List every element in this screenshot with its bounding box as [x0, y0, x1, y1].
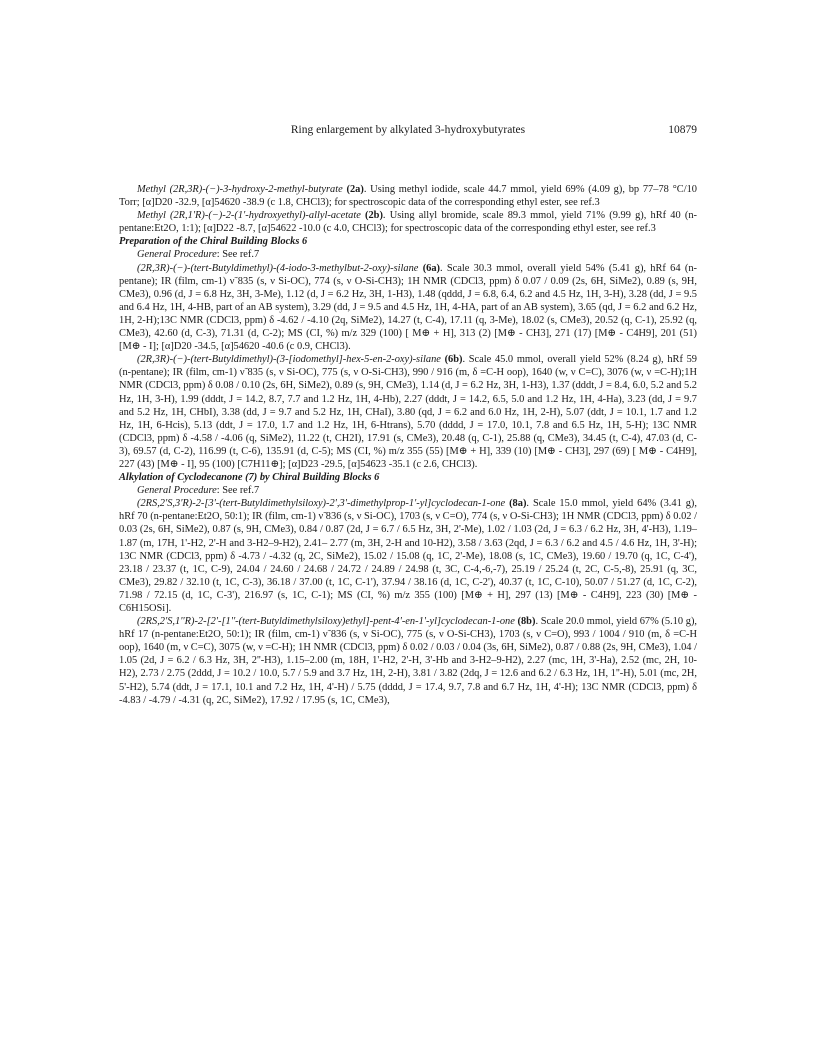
compound-name: (2R,3R)-(−)-(tert-Butyldimethyl)-(3-[iodomethyl]-hex-5-en-2-oxy)-silane — [137, 354, 441, 366]
compound-label: (8b) — [517, 616, 536, 628]
compound-text: . Scale 20.0 mmol, yield 67% (5.10 g), hRf 17 (n-pentane:Et2O, 50:1); IR (film, cm-1) ν̃ 836 (s, ν Si-OC), 775 (s, ν O-Si-CH3), 1703 (s, ν C=O), 993 / 1004 / 910 (m, δ =C-H oop), 1640 (m, ν C=C), 3075 (w, ν =C-H); 1H NMR (CDCl3, ppm) δ 0.02 / 0.03 / 0.04 (3s, 6H, SiMe2), 0.87 / 0.88 (2s, 9H, CMe3), 1.04 / 1.05 (2d, J = 6.2 / 6.3 Hz, 3H, 2''-H3), 1.15–2.00 (m, 18H, 1'-H2, 2'-H, 3'-Hb and 3-H2–9-H2), 2.27 (mc, 1H, 3'-Ha), 2.52 (mc, 2H, 10-H2), 2.73 / 2.75 (2ddd, J = 10.2 / 10.0, 5.7 / 5.9 and 3.7 Hz, 1H, 2-H), 3.81 / 3.82 (2dq, J = 12.6 and 6.2 / 6.3 Hz, 1H, 1''-H), 5.01 (mc, 2H, 5'-H2), 5.74 (ddt, J = 17.1, 10.1 and 7.2 Hz, 1H, 4'-H) / 5.75 (dddd, J = 17.4, 9.7, 7.8 and 6.7 Hz, 1H, 4'-H); 13C NMR (CDCl3, ppm) δ -4.83 / -4.79 / -4.31 (q, 2C, SiMe2), 17.92 / 17.95 (s, 1C, CMe3), — [119, 616, 698, 706]
compound-name: (2R,3R)-(−)-(tert-Butyldimethyl)-(4-iodo-3-methylbut-2-oxy)-silane — [137, 262, 419, 274]
compound-text: . Scale 30.3 mmol, overall yield 54% (5.41 g), hRf 64 (n-pentane); IR (film, cm-1) ν̃ 835 (s, ν Si-OC), 774 (s, ν O-Si-CH3); 1H NMR (CDCl3, ppm) δ 0.07 / 0.09 (2s, 6H, SiMe2), 0.89 (s, 9H, CMe3), 0.96 (d, J = 6.8 Hz, 3H, 3-Me), 1.12 (d, J = 6.2 Hz, 3H, 1-H3), 1.48 (qddd, J = 6.8, 6.4, 6.2 and 4.5 Hz, 1H, 3-H), 3.28 (dd, J = 9.5 and 6.4 Hz, 1H, 4-HB, part of an AB system), 3.29 (dd, J = 9.5 and 4.5 Hz, 1H, 4-HA, part of an AB system), 3.65 (qd, J = 6.2 and 6.2 Hz, 1H, 2-H);13C NMR (CDCl3, ppm) δ -4.62 / -4.10 (2q, SiMe2), 14.27 (t, C-4), 17.11 (q, 3-Me), 18.02 (s, CMe3), 20.52 (q, C-1), 25.92 (q, CMe3), 42.60 (d, C-3), 71.31 (d, C-2); MS (CI, %) m/z 329 (100) [ M⊕ + H], 313 (2) [M⊕ - CH3], 271 (17) [M⊕ - C4H9], 201 (51) [M⊕ - I]; [α]D20 -34.5, [α]54620 -40.6 (c 0.9, CHCl3). — [119, 262, 697, 353]
compound-text: . Scale 45.0 mmol, overall yield 52% (8.24 g), hRf 59 (n-pentane); IR (film, cm-1) ν̃ 835 (s, ν Si-OC), 775 (s, ν O-Si-CH3), 990 / 916 (m, δ =C-H oop), 1640 (w, ν C=C), 3076 (w, ν =C-H);1H NMR (CDCl3, ppm) δ 0.08 / 0.10 (2s, 6H, SiMe2), 0.89 (s, 9H, CMe3), 1.14 (d, J = 6.2 Hz, 3H, 1-H3), 1.37 (dddt, J = 8.4, 6.0, 5.2 and 5.2 Hz, 1H, 3-H), 1.99 (dddt, J = 14.2, 8.7, 7.7 and 1.2 Hz, 1H, 4-Hb), 2.27 (dddt, J = 14.2, 6.5, 5.0 and 1.2 Hz, 1H, 4-Ha), 3.23 (dd, J = 9.7 and 5.2 Hz, 1H, CHbI), 3.38 (dd, J = 9.7 and 5.2 Hz, 1H, CHaI), 3.80 (qd, J = 6.2 and 6.0 Hz, 1H, 2-H), 5.07 (ddt, J = 10.1, 1.7 and 1.2 Hz, 1H, 6-Hcis), 5.13 (ddt, J = 17.0, 1.7 and 1.2 Hz, 1H, 6-Htrans), 5.70 (dddd, J = 17.0, 10.1, 7.8 and 6.5 Hz, 1H, 5-H); 13C NMR (CDCl3, ppm) δ -4.58 / -4.06 (q, SiMe2), 11.22 (t, CH2I), 17.91 (s, CMe3), 20.48 (q, C-1), 25.88 (q, CMe3), 34.45 (t, C-4), 47.03 (d, C-3), 69.57 (d, C-2), 116.99 (t, C-6), 135.91 (d, C-5); MS (CI, %) m/z 355 (55) [M⊕ + H], 339 (10) [M⊕ - CH3], 297 (69) [ M⊕ - C4H9], 227 (43) [M⊕ - I], 95 (100) [C7H11⊕]; [α]D23 -29.5, [α]54623 -35.1 (c 2.6, CHCl3). — [119, 354, 697, 470]
paragraph-compound-2b — [119, 209, 697, 235]
general-procedure-label: General Procedure — [137, 249, 217, 261]
section-title-chiral-building-blocks: Preparation of the Chiral Building Blocks 6 — [119, 236, 308, 248]
article-body — [119, 183, 697, 707]
paragraph-compound-6b — [119, 353, 697, 471]
running-header — [0, 124, 816, 140]
general-procedure-2 — [119, 484, 697, 497]
paragraph-compound-8a — [119, 497, 697, 615]
compound-text: . Using methyl iodide, scale 44.7 mmol, yield 69% (4.09 g), bp 77–78 °C/10 Torr; [α]D20 -32.9, [α]54620 -38.9 (c 1.8, CHCl3); for spectroscopic data of the corresponding ethyl ester, see ref.3 — [119, 184, 697, 209]
general-procedure-label: General Procedure — [137, 485, 217, 497]
general-procedure-1 — [119, 248, 697, 261]
paragraph-compound-2a — [119, 183, 697, 209]
compound-name: Methyl (2R,3R)-(−)-3-hydroxy-2-methyl-butyrate — [137, 184, 343, 195]
compound-name: Methyl (2R,1'R)-(−)-2-(1'-hydroxyethyl)-allyl-acetate — [137, 210, 361, 222]
compound-label: (8a) — [509, 498, 527, 510]
compound-label: (2a) — [346, 184, 364, 195]
general-procedure-text: : See ref.7 — [216, 249, 260, 261]
compound-label: (6b) — [444, 354, 463, 366]
compound-text: . Using allyl bromide, scale 89.3 mmol, yield 71% (9.99 g), hRf 40 (n-pentane:Et2O, 1:1); [α]D22 -8.7, [α]54622 -10.0 (c 4.0, CHCl3); for spectroscopic data of the corresponding ethyl ester, see ref.3 — [119, 210, 697, 235]
general-procedure-text: : See ref.7 — [216, 485, 260, 497]
compound-text: . Scale 15.0 mmol, yield 64% (3.41 g), hRf 70 (n-pentane:Et2O, 50:1); IR (film, cm-1) ν̃ 836 (s, ν Si-OC), 1703 (s, ν C=O), 774 (s, ν O-Si-CH3); 1H NMR (CDCl3, ppm) δ 0.02 / 0.03 (2s, 6H, SiMe2), 0.87 (s, 9H, CMe3), 0.84 / 0.87 (2d, J = 6.7 / 6.5 Hz, 3H, 2'-Me), 1.02 / 1.03 (2d, J = 6.3 / 6.2 Hz, 3H, 4'-H3), 1.19–1.87 (m, 17H, 1'-H2, 2'-H and 3-H2–9-H2), 2.41– 2.77 (m, 3H, 2-H and 10-H2), 3.58 / 3.63 (2qd, J = 6.3 / 6.2 and 4.5 / 4.6 Hz, 1H, 3'-H); 13C NMR (CDCl3, ppm) δ -4.73 / -4.32 (q, 2C, SiMe2), 15.02 / 15.08 (q, 1C, 2'-Me), 18.08 (s, 1C, CMe3), 19.60 / 19.70 (q, 1C, C-4'), 23.18 / 23.37 (t, 1C, C-9), 24.04 / 24.60 / 24.68 / 24.72 / 24.89 / 24.98 (t, 3C, C-4,-6,-7), 25.19 / 25.24 (t, 2C, C-5,-8), 25.91 (q, 3C, CMe3), 29.82 / 32.10 (t, 1C, C-3), 36.18 / 37.00 (t, 1C, C-1'), 37.94 / 38.16 (d, 1C, C-2'), 40.37 (t, 1C, C-10), 50.07 / 51.27 (d, 1C, C-2), 71.98 / 72.15 (d, 1C, C-3'), 216.97 (s, 1C, C-1); MS (CI, %) m/z 355 (100) [M⊕ + H], 297 (13) [M⊕ - C4H9], 223 (30) [M⊕ - C6H15OSi]. — [119, 498, 697, 614]
section-title-alkylation: Alkylation of Cyclodecanone (7) by Chiral Building Blocks 6 — [119, 472, 380, 484]
page-number: 10879 — [668, 124, 697, 136]
paragraph-compound-8b — [119, 615, 697, 707]
compound-label: (6a) — [422, 262, 440, 274]
compound-label: (2b) — [365, 210, 383, 222]
compound-name: (2RS,2'S,3'R)-2-[3'-(tert-Butyldimethylsiloxy)-2',3'-dimethylprop-1'-yl]cyclodecan-1-one — [137, 498, 506, 510]
running-title: Ring enlargement by alkylated 3-hydroxybutyrates — [290, 124, 526, 136]
paragraph-compound-6a — [119, 262, 697, 354]
compound-name: (2RS,2'S,1''R)-2-[2'-[1''-(tert-Butyldimethylsiloxy)ethyl]-pent-4'-en-1'-yl]cyclodecan-1-one — [137, 616, 515, 628]
